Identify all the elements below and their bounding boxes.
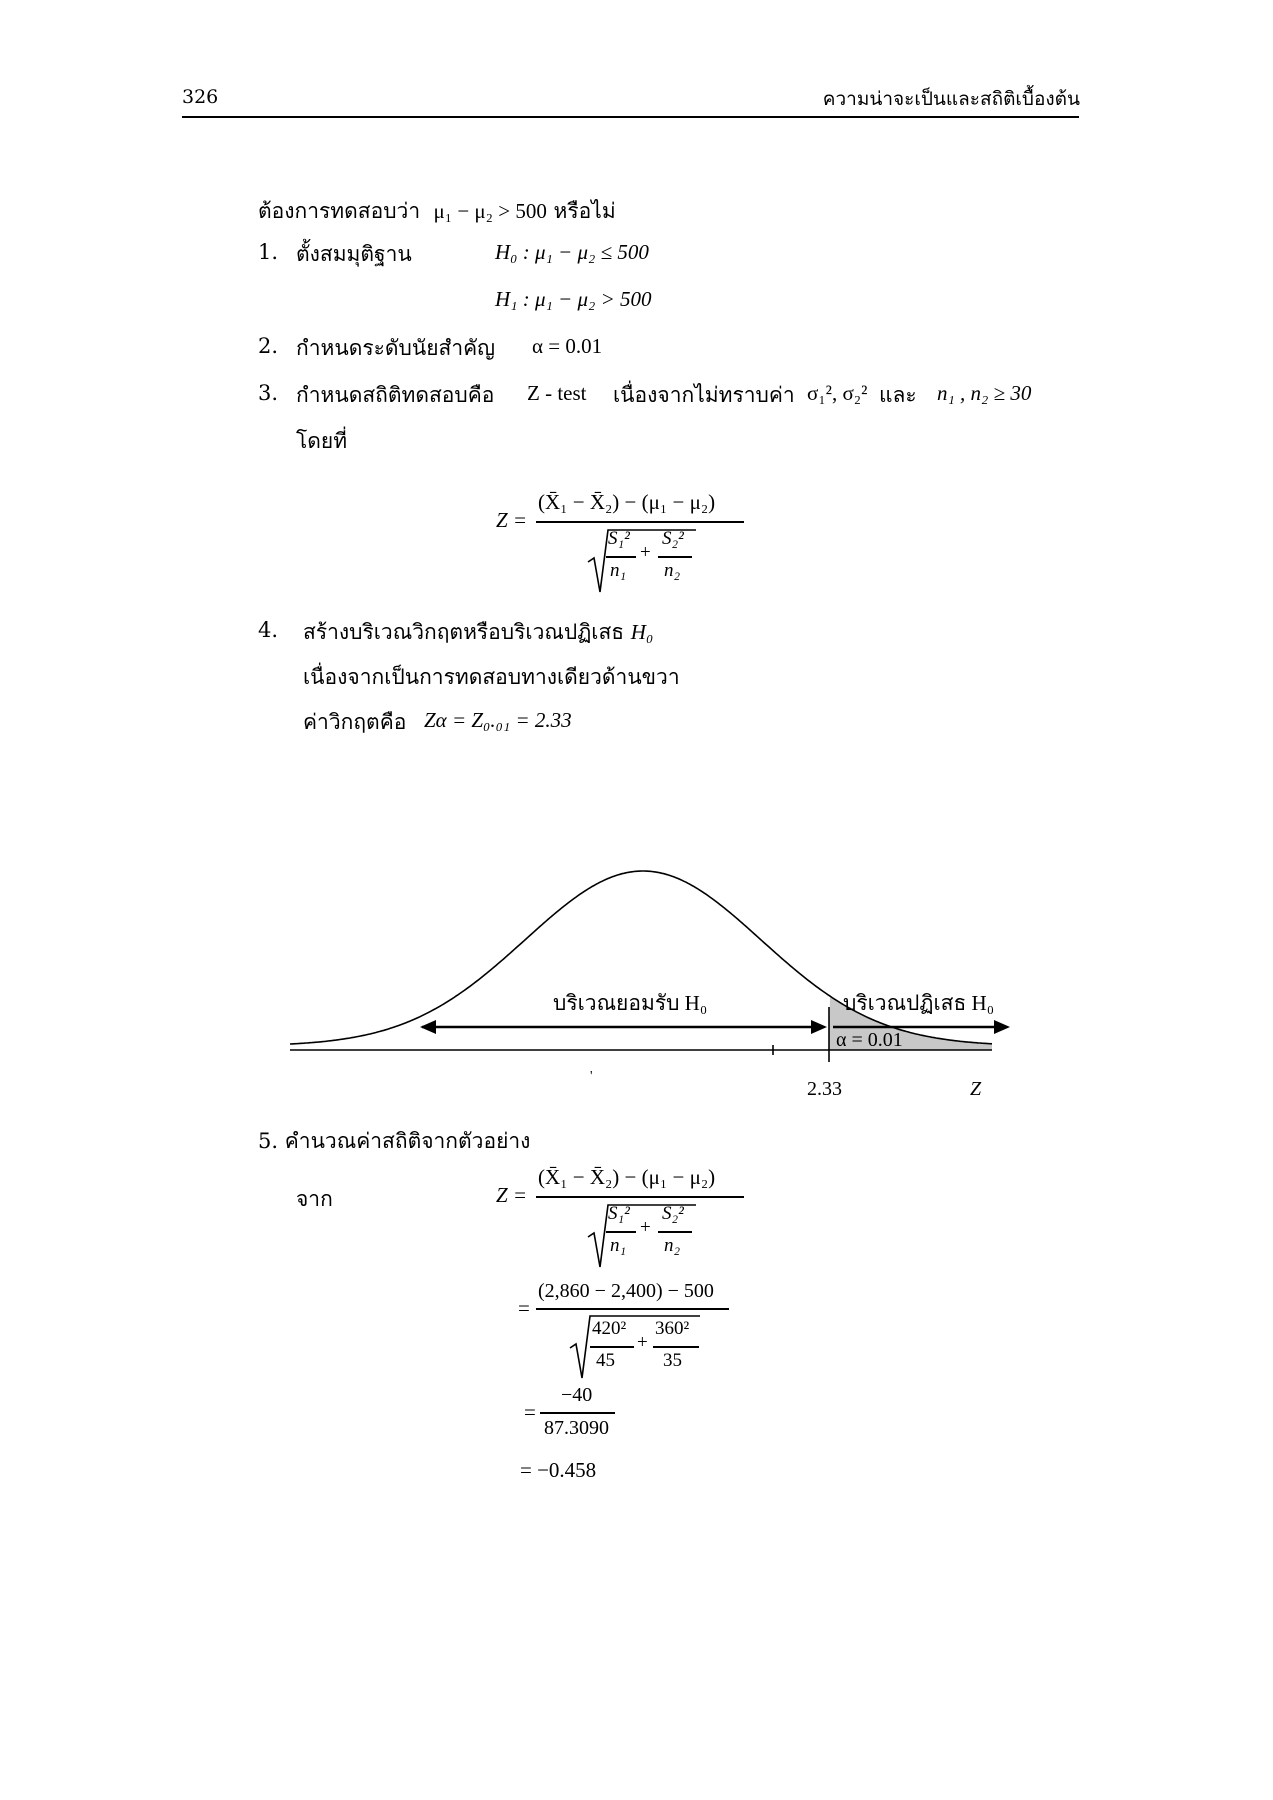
- s1-squared-2: S₁²: [608, 1203, 630, 1224]
- intro-text: ต้องการทดสอบว่า: [258, 199, 421, 223]
- alpha-label: α = 0.01: [836, 1029, 903, 1051]
- step3-number: 3.: [258, 381, 279, 405]
- calc-plus: +: [637, 1332, 648, 1353]
- z-lhs: Z =: [496, 508, 528, 532]
- calc-35: 35: [663, 1350, 682, 1371]
- calc-numerator: (2,860 − 2,400) − 500: [538, 1280, 714, 1302]
- s2-squared: S₂²: [662, 528, 684, 549]
- z-fraction-bar: [536, 521, 744, 523]
- intro-suffix: หรือไม่: [553, 199, 616, 223]
- critical-label: ค่าวิกฤตคือ: [303, 710, 407, 734]
- calc-den-2: 87.3090: [544, 1417, 609, 1439]
- intro-line: [258, 195, 616, 228]
- step1-number: 1.: [258, 240, 279, 264]
- accept-arrow-left-head: [420, 1020, 436, 1034]
- z-fraction-bar-2: [536, 1196, 744, 1198]
- calc-45: 45: [596, 1350, 615, 1371]
- null-hypothesis: H₀ : μ₁ − μ₂ ≤ 500: [495, 240, 649, 264]
- step5-label: คำนวณค่าสถิติจากตัวอย่าง: [284, 1129, 531, 1153]
- calc-inner-bar-1: [590, 1346, 634, 1348]
- z-axis-label: Z: [970, 1078, 982, 1100]
- step2-label: กำหนดระดับนัยสำคัญ: [296, 336, 496, 360]
- normal-curve: [290, 871, 995, 1044]
- step4-label: [303, 616, 653, 649]
- z-lhs-2: Z =: [496, 1183, 528, 1207]
- plus-sign: +: [640, 542, 651, 563]
- inner-bar-2: [658, 556, 692, 558]
- inner-bar-4: [658, 1231, 692, 1233]
- header-rule: [182, 116, 1079, 118]
- z-test: Z - test: [527, 381, 587, 405]
- z-numerator-2: (X̄₁ − X̄₂) − (μ₁ − μ₂): [538, 1165, 716, 1189]
- normal-curve-diagram: [280, 800, 1020, 1110]
- s2-squared-2: S₂²: [662, 1203, 684, 1224]
- step4-number: 4.: [258, 618, 279, 642]
- mid-tick-mark: ': [590, 1069, 593, 1084]
- step4-h0: H₀: [630, 620, 654, 644]
- step3-label: กำหนดสถิติทดสอบคือ: [296, 383, 495, 407]
- reject-arrow-head: [994, 1020, 1010, 1034]
- sigma-expr: σ₁², σ₂²: [807, 381, 868, 405]
- n-condition: n₁ , n₂ ≥ 30: [937, 381, 1032, 405]
- calc-result: = −0.458: [520, 1458, 597, 1482]
- calc-inner-bar-2: [653, 1346, 699, 1348]
- n2: n₂: [664, 560, 681, 581]
- calc-eq-2: =: [524, 1400, 536, 1424]
- step5-number: 5.: [258, 1129, 279, 1153]
- accept-arrow-right-head: [811, 1020, 827, 1034]
- inner-bar-1: [606, 556, 636, 558]
- calc-num-2: −40: [561, 1384, 593, 1406]
- critical-tick-label: 2.33: [807, 1078, 842, 1100]
- step3-line2: โดยที่: [296, 429, 348, 453]
- running-title: ความน่าจะเป็นและสถิติเบื้องต้น: [822, 88, 1080, 110]
- calc-360-sq: 360²: [655, 1318, 690, 1339]
- reject-label: บริเวณปฏิเสธ H₀: [843, 991, 995, 1015]
- and-word: และ: [879, 383, 917, 407]
- step1-label: ตั้งสมมุติฐาน: [296, 242, 412, 266]
- step3-reason: เนื่องจากไม่ทราบค่า: [613, 383, 795, 407]
- step2-number: 2.: [258, 334, 279, 358]
- calc-eq-1: =: [518, 1296, 530, 1320]
- step4-label-text: สร้างบริเวณวิกฤตหรือบริเวณปฏิเสธ: [303, 620, 625, 644]
- n2-2: n₂: [664, 1235, 681, 1256]
- step4-line2: เนื่องจากเป็นการทดสอบทางเดียวด้านขวา: [303, 665, 680, 689]
- n1-2: n₁: [610, 1235, 627, 1256]
- step5-line: [258, 1125, 530, 1158]
- accept-label: บริเวณยอมรับ H₀: [553, 991, 708, 1015]
- plus-sign-2: +: [640, 1217, 651, 1238]
- from-word: จาก: [296, 1187, 333, 1211]
- alt-hypothesis: H₁ : μ₁ − μ₂ > 500: [495, 287, 652, 311]
- s1-squared: S₁²: [608, 528, 630, 549]
- critical-expr: Zα = Z₀.₀₁ = 2.33: [424, 708, 572, 732]
- alpha-expr: α = 0.01: [532, 334, 603, 358]
- page-number: 326: [182, 86, 219, 108]
- z-numerator: (X̄₁ − X̄₂) − (μ₁ − μ₂): [538, 490, 716, 514]
- intro-expr: μ₁ − μ₂ > 500: [433, 199, 547, 223]
- calc-fraction-bar-2: [540, 1412, 615, 1414]
- n1: n₁: [610, 560, 627, 581]
- calc-fraction-bar: [536, 1308, 729, 1310]
- inner-bar-3: [606, 1231, 636, 1233]
- calc-420-sq: 420²: [592, 1318, 627, 1339]
